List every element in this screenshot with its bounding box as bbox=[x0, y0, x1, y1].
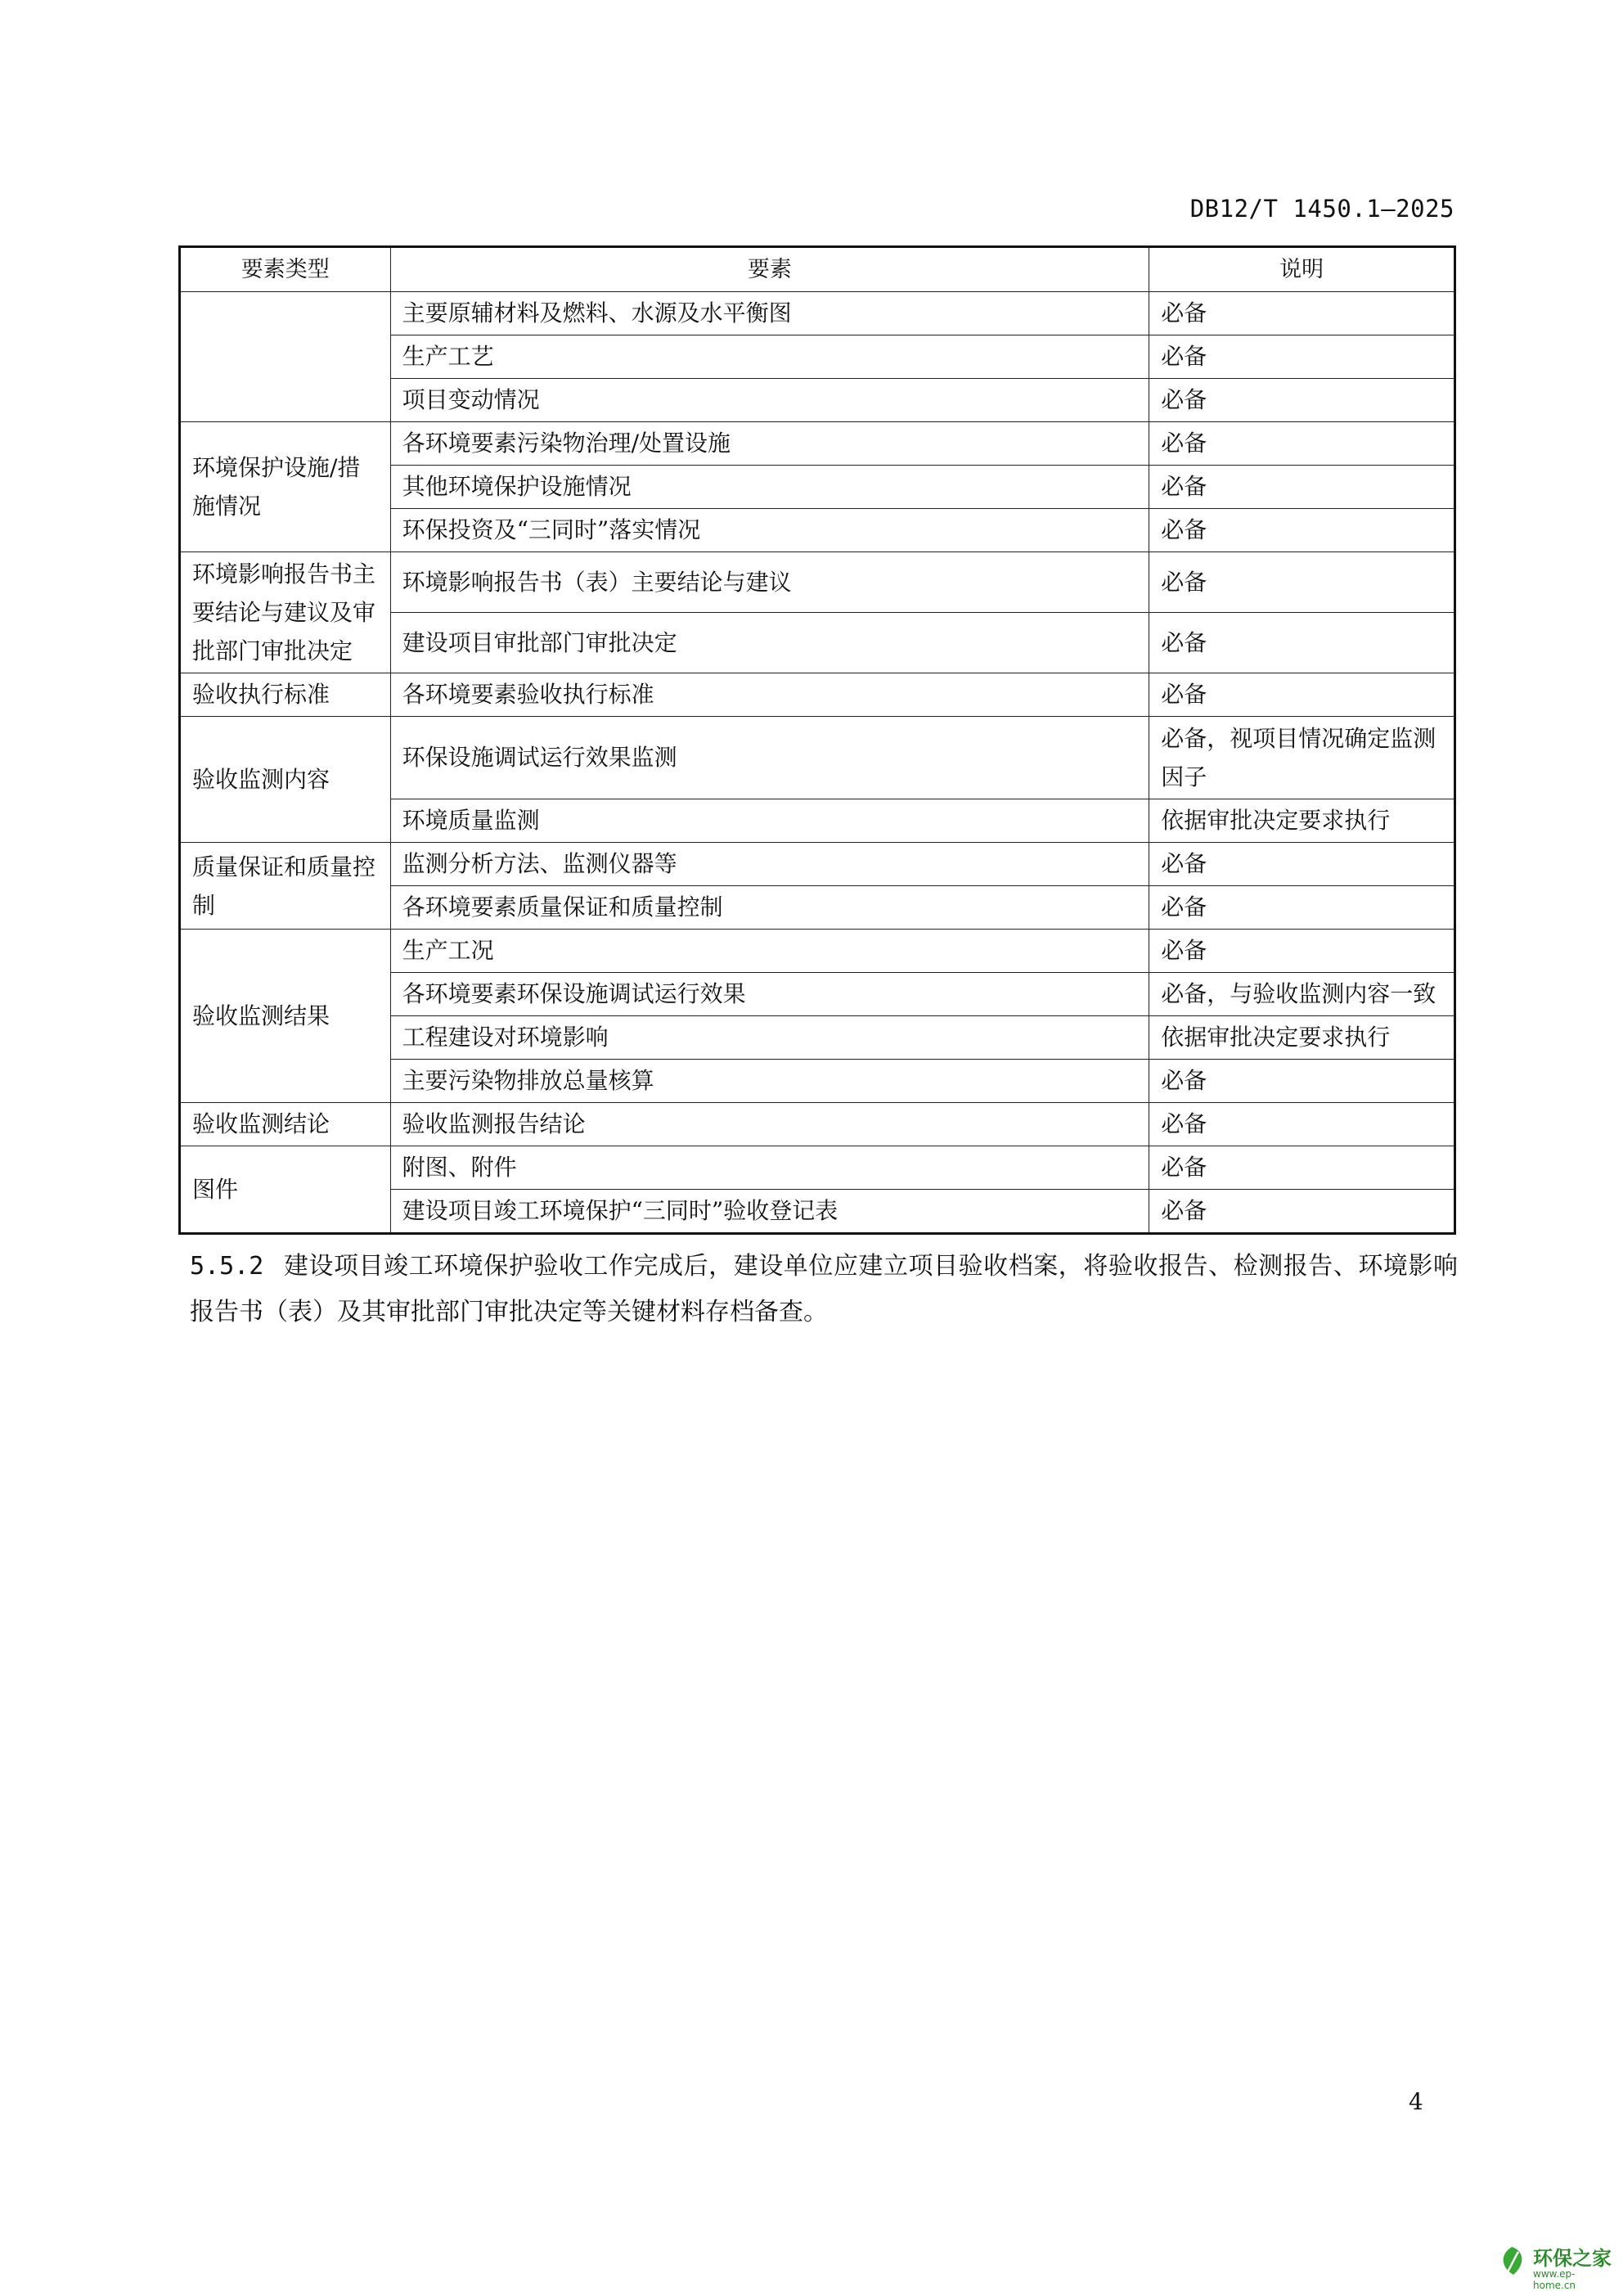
note-cell: 必备 bbox=[1149, 1190, 1455, 1234]
note-cell: 必备 bbox=[1149, 466, 1455, 509]
element-cell: 各环境要素质量保证和质量控制 bbox=[390, 886, 1149, 930]
note-cell: 必备 bbox=[1149, 292, 1455, 335]
category-cell: 环境影响报告书主要结论与建议及审批部门审批决定 bbox=[180, 552, 391, 673]
header-note: 说明 bbox=[1149, 247, 1455, 292]
table-row bbox=[180, 1103, 1455, 1146]
note-cell: 必备 bbox=[1149, 1103, 1455, 1146]
category-cell: 验收监测内容 bbox=[180, 717, 391, 843]
element-cell: 各环境要素环保设施调试运行效果 bbox=[390, 973, 1149, 1016]
table-row bbox=[180, 930, 1455, 973]
element-cell: 工程建设对环境影响 bbox=[390, 1016, 1149, 1060]
element-cell: 项目变动情况 bbox=[390, 379, 1149, 422]
category-cell: 验收监测结论 bbox=[180, 1103, 391, 1146]
watermark-url: www.ep-home.cn bbox=[1533, 2268, 1576, 2291]
category-cell: 验收执行标准 bbox=[180, 673, 391, 717]
table-row bbox=[180, 843, 1455, 886]
element-cell: 生产工艺 bbox=[390, 335, 1149, 379]
clause-paragraph bbox=[190, 1244, 1458, 1335]
note-cell: 依据审批决定要求执行 bbox=[1149, 799, 1455, 843]
element-cell: 各环境要素污染物治理/处置设施 bbox=[390, 422, 1149, 466]
table-row bbox=[180, 422, 1455, 466]
note-cell: 必备 bbox=[1149, 552, 1455, 613]
header-category: 要素类型 bbox=[180, 247, 391, 292]
table-row bbox=[180, 292, 1455, 335]
element-cell: 各环境要素验收执行标准 bbox=[390, 673, 1149, 717]
leaf-icon bbox=[1495, 2244, 1528, 2280]
note-cell: 必备 bbox=[1149, 379, 1455, 422]
note-cell: 必备 bbox=[1149, 335, 1455, 379]
element-cell: 附图、附件 bbox=[390, 1146, 1149, 1190]
category-cell: 验收监测结果 bbox=[180, 930, 391, 1103]
element-cell: 环保设施调试运行效果监测 bbox=[390, 717, 1149, 799]
category-cell: 图件 bbox=[180, 1146, 391, 1234]
header-element: 要素 bbox=[390, 247, 1149, 292]
table-header-row bbox=[180, 247, 1455, 292]
element-cell: 环境质量监测 bbox=[390, 799, 1149, 843]
note-cell: 必备 bbox=[1149, 843, 1455, 886]
element-cell: 主要原辅材料及燃料、水源及水平衡图 bbox=[390, 292, 1149, 335]
table-row bbox=[180, 717, 1455, 799]
note-cell: 必备 bbox=[1149, 613, 1455, 673]
element-cell: 其他环境保护设施情况 bbox=[390, 466, 1149, 509]
note-cell: 必备 bbox=[1149, 509, 1455, 552]
category-cell: 环境保护设施/措施情况 bbox=[180, 422, 391, 552]
category-cell bbox=[180, 292, 391, 422]
note-cell: 必备 bbox=[1149, 1060, 1455, 1103]
element-cell: 建设项目竣工环境保护“三同时”验收登记表 bbox=[390, 1190, 1149, 1234]
table-row bbox=[180, 1146, 1455, 1190]
note-cell: 依据审批决定要求执行 bbox=[1149, 1016, 1455, 1060]
note-cell: 必备 bbox=[1149, 673, 1455, 717]
category-cell: 质量保证和质量控制 bbox=[180, 843, 391, 930]
table-row bbox=[180, 673, 1455, 717]
requirements-table bbox=[178, 245, 1456, 1235]
element-cell: 建设项目审批部门审批决定 bbox=[390, 613, 1149, 673]
element-cell: 环保投资及“三同时”落实情况 bbox=[390, 509, 1149, 552]
table-row bbox=[180, 552, 1455, 613]
element-cell: 环境影响报告书（表）主要结论与建议 bbox=[390, 552, 1149, 613]
watermark-logo bbox=[1490, 2237, 1613, 2289]
element-cell: 监测分析方法、监测仪器等 bbox=[390, 843, 1149, 886]
note-cell: 必备 bbox=[1149, 930, 1455, 973]
element-cell: 生产工况 bbox=[390, 930, 1149, 973]
element-cell: 验收监测报告结论 bbox=[390, 1103, 1149, 1146]
note-cell: 必备 bbox=[1149, 1146, 1455, 1190]
standard-code: DB12/T 1450.1—2025 bbox=[1189, 195, 1454, 223]
note-cell: 必备，与验收监测内容一致 bbox=[1149, 973, 1455, 1016]
note-cell: 必备 bbox=[1149, 422, 1455, 466]
note-cell: 必备，视项目情况确定监测因子 bbox=[1149, 717, 1455, 799]
note-cell: 必备 bbox=[1149, 886, 1455, 930]
clause-text: 建设项目竣工环境保护验收工作完成后，建设单位应建立项目验收档案，将验收报告、检测报告、环境影响报告书（表）及其审批部门审批决定等关键材料存档备查。 bbox=[190, 1252, 1458, 1326]
element-cell: 主要污染物排放总量核算 bbox=[390, 1060, 1149, 1103]
clause-number: 5.5.2 bbox=[190, 1252, 264, 1281]
watermark-name: 环保之家 bbox=[1533, 2247, 1612, 2270]
page-number: 4 bbox=[1409, 2088, 1423, 2115]
